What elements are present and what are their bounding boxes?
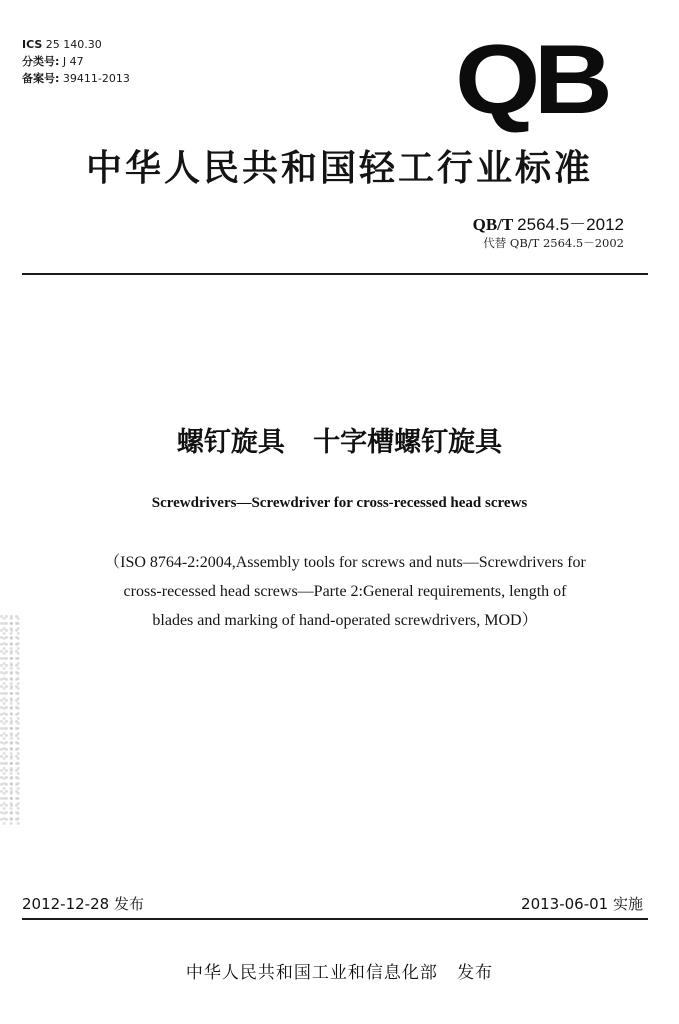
replaces-note: 代替 QB/T 2564.5－2002	[483, 236, 624, 250]
footer-divider	[22, 918, 648, 920]
iso-reference-line: （ISO 8764-2:2004,Assembly tools for screws and nuts—Screwdrivers for	[104, 554, 586, 571]
document-metadata	[22, 36, 130, 87]
classification-label: 分类号:	[22, 55, 60, 68]
scan-artifact	[0, 615, 20, 825]
ics-label: ICS	[22, 38, 43, 51]
chinese-title: 螺钉旋具 十字槽螺钉旋具	[176, 427, 503, 458]
classification-line	[22, 53, 130, 70]
iso-reference-line: blades and marking of hand-operated screwdrivers, MOD）	[152, 612, 538, 629]
iso-reference-line: cross-recessed head screws—Parte 2:General requirements, length of	[123, 583, 567, 600]
standard-prefix: QB/T	[472, 215, 513, 234]
header-divider	[22, 273, 648, 275]
qb-logo: QB	[455, 24, 607, 134]
implementation-date: 2013-06-01 实施	[521, 895, 643, 913]
record-line	[22, 70, 130, 87]
standard-code: 2564.5－2012	[517, 215, 624, 234]
standard-number	[473, 210, 624, 235]
record-label: 备案号:	[22, 72, 60, 85]
record-value: 39411-2013	[62, 72, 130, 85]
ics-value: 25 140.30	[45, 38, 102, 51]
organization-title: 中华人民共和国轻工行业标准	[85, 148, 593, 189]
issuing-authority: 中华人民共和国工业和信息化部 发布	[185, 963, 494, 983]
publish-date: 2012-12-28 发布	[22, 895, 144, 913]
classification-value: J 47	[62, 55, 84, 68]
iso-reference	[60, 548, 630, 635]
english-title: Screwdrivers—Screwdriver for cross-recessed head screws	[151, 495, 528, 511]
ics-line	[22, 36, 130, 53]
